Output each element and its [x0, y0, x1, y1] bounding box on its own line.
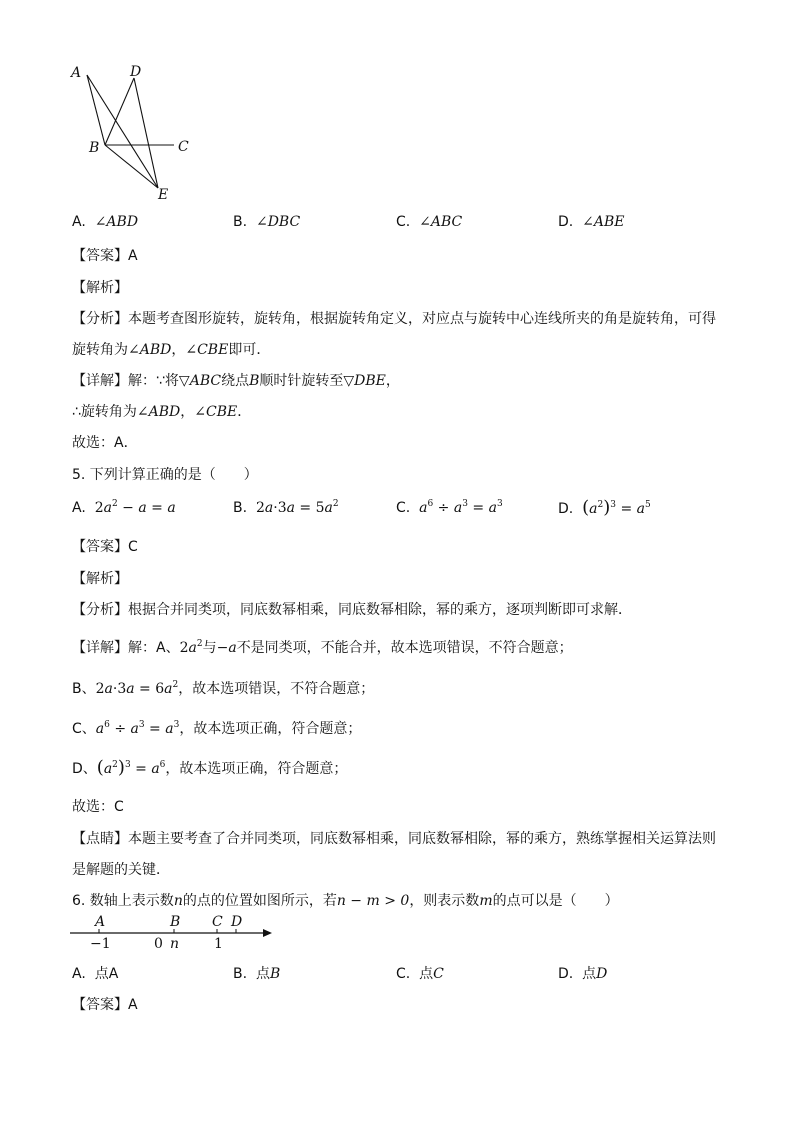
- option-label: C.: [396, 500, 411, 516]
- triangle-abc: ABC: [189, 373, 222, 389]
- number-line: [66, 912, 281, 954]
- detail-text: ，故本选项正确，符合题意；: [165, 761, 348, 777]
- q4-analysis-line2: 旋转角为∠ABD，∠CBE即可．: [72, 342, 271, 358]
- option-text: 点: [419, 966, 434, 982]
- detail-text: ∴旋转角为: [72, 404, 137, 420]
- segment-AE: [87, 75, 158, 188]
- angle-abd: ABD: [148, 404, 181, 420]
- q4-detail-line2: ∴旋转角为∠ABD，∠CBE．: [72, 404, 252, 420]
- condition: n − m > 0: [336, 893, 410, 909]
- detail-text: 顺时针旋转至: [259, 373, 344, 389]
- q5-option-a[interactable]: A. $2a^2 - a = a$: [72, 499, 176, 516]
- option-text: 点: [94, 966, 109, 982]
- answer-value: A: [128, 248, 138, 264]
- q5-analysis-header: 【解析】: [72, 571, 128, 587]
- q6-option-d[interactable]: [558, 963, 607, 983]
- q5-detail-a: 【详解】解：A、$2a^2$与−a不是同类项，不能合并，故本选项错误，不符合题意；: [72, 639, 573, 656]
- q4-answer: [72, 245, 138, 265]
- analysis-tag: 【分析】: [72, 311, 128, 327]
- detail-text: ，故本选项正确，符合题意；: [179, 721, 362, 737]
- option-label: B.: [233, 966, 248, 982]
- q5-analysis: [72, 599, 632, 619]
- option-angle: ABD: [106, 214, 139, 230]
- tick-label-minus-one: −1: [90, 936, 111, 952]
- detail-text: 解：∵将: [128, 373, 179, 389]
- q4-option-b[interactable]: B. ∠DBC: [233, 214, 301, 230]
- detail-text: ．: [237, 404, 252, 420]
- axis-point-C: C: [212, 914, 223, 930]
- q5-comment-line1: [72, 828, 716, 848]
- detail-text: B、: [72, 681, 96, 697]
- option-label: A.: [72, 966, 86, 982]
- analysis-tag: 【分析】: [72, 602, 128, 618]
- point-label-E: E: [158, 187, 169, 203]
- q5-detail-b: B、$2a\cdot 3a = 6a^2$，故本选项错误，不符合题意；: [72, 680, 375, 697]
- var-n: n: [173, 893, 183, 909]
- q4-option-d[interactable]: D. ∠ABE: [558, 214, 625, 230]
- segment-AB: [87, 75, 105, 145]
- q6-option-b[interactable]: [233, 963, 280, 983]
- detail-text: ，: [385, 373, 400, 389]
- q5-option-d[interactable]: D. $(a^2)^3 = a^5$: [558, 497, 651, 518]
- q6-answer: [72, 994, 138, 1014]
- analysis-text: 根据合并同类项，同底数幂相乘，同底数幂相除，幂的乘方，逐项判断即可求解．: [128, 602, 632, 618]
- option-point: D: [596, 966, 608, 982]
- answer-tag: 【答案】: [72, 997, 128, 1013]
- q4-analysis-line1: [72, 308, 716, 328]
- triangle-dbe: DBE: [354, 373, 386, 389]
- stem-text: 6. 数轴上表示数: [72, 893, 174, 909]
- answer-tag: 【答案】: [72, 539, 128, 555]
- detail-text: ，故本选项错误，不符合题意；: [178, 681, 375, 697]
- comment-tag: 【点睛】: [72, 831, 128, 847]
- analysis-text: 旋转角为: [72, 342, 128, 358]
- stem-text: 的点的位置如图所示，若: [182, 893, 337, 909]
- point-label-D: D: [130, 64, 142, 80]
- option-text: 点: [255, 966, 270, 982]
- triangle-figure: [60, 58, 210, 203]
- separator: ，: [171, 342, 186, 358]
- var-m: m: [479, 893, 493, 909]
- q5-stem: 5. 下列计算正确的是（ ）: [72, 467, 258, 483]
- axis-arrow: [263, 929, 272, 937]
- option-label: C.: [396, 214, 411, 230]
- q5-answer: [72, 536, 138, 556]
- angle-cbe: CBE: [206, 404, 238, 420]
- option-label: B.: [233, 500, 248, 516]
- q5-option-c[interactable]: C. $a^6 \div a^3 = a^3$: [396, 499, 503, 516]
- axis-point-A: A: [95, 914, 106, 930]
- angle-cbe: CBE: [197, 342, 229, 358]
- axis-point-D: D: [231, 914, 243, 930]
- q4-option-c[interactable]: C. ∠ABC: [396, 214, 463, 230]
- answer-tag: 【答案】: [72, 248, 128, 264]
- option-label: D.: [558, 501, 574, 517]
- detail-text: 绕点: [221, 373, 250, 389]
- axis-point-B: B: [170, 914, 181, 930]
- stem-text: ，则表示数: [409, 893, 480, 909]
- q5-detail-d: D、$(a^2)^3 = a^6$，故本选项正确，符合题意；: [72, 757, 348, 778]
- q4-detail-line1: 【详解】解：∵将▽ABC绕点B顺时针旋转至▽DBE，: [72, 373, 400, 389]
- option-angle: ABC: [430, 214, 463, 230]
- detail-text: 解：A、: [128, 640, 180, 656]
- q5-comment-line2: 是解题的关键．: [72, 862, 170, 878]
- detail-text: C、: [72, 721, 96, 737]
- detail-text: 不是同类项，不能合并，故本选项错误，不符合题意；: [236, 640, 573, 656]
- q6-option-a[interactable]: [72, 963, 118, 983]
- q5-choose: 故选：C: [72, 799, 124, 815]
- q4-choose: 故选：A．: [72, 435, 138, 451]
- option-label: D.: [558, 214, 574, 230]
- detail-tag: 【详解】: [72, 373, 128, 389]
- option-label: B.: [233, 214, 248, 230]
- option-label: A.: [72, 214, 86, 230]
- option-label: D.: [558, 966, 574, 982]
- detail-text: 与: [202, 640, 217, 656]
- angle-abd: ABD: [139, 342, 172, 358]
- q4-analysis-header: 【解析】: [72, 280, 128, 296]
- q4-option-a[interactable]: A. ∠ABD: [72, 214, 139, 230]
- q5-option-b[interactable]: B. $2a\cdot 3a = 5a^2$: [233, 499, 339, 516]
- detail-text: D、: [72, 761, 97, 777]
- answer-value: C: [128, 539, 138, 555]
- analysis-text: 本题考查图形旋转，旋转角，根据旋转角定义，对应点与旋转中心连线所夹的角是旋转角，可得: [128, 311, 716, 327]
- point-label-B: B: [89, 140, 100, 156]
- q6-option-c[interactable]: [396, 963, 444, 983]
- option-point: C: [433, 966, 444, 982]
- point-label-C: C: [178, 139, 189, 155]
- option-point: A: [108, 966, 119, 982]
- option-label: C.: [396, 966, 411, 982]
- option-text: 点: [582, 966, 597, 982]
- q5-detail-c: C、$a^6 \div a^3 = a^3$，故本选项正确，符合题意；: [72, 720, 362, 737]
- option-angle: ABE: [593, 214, 625, 230]
- tick-label-one: 1: [214, 936, 223, 952]
- tick-label-zero: 0: [154, 936, 163, 952]
- point-label-A: A: [71, 65, 82, 81]
- option-label: A.: [72, 500, 86, 516]
- answer-value: A: [128, 997, 138, 1013]
- point-b: B: [249, 373, 260, 389]
- separator: ，: [180, 404, 195, 420]
- option-angle: DBC: [267, 214, 301, 230]
- detail-tag: 【详解】: [72, 640, 128, 656]
- comment-text: 本题主要考查了合并同类项，同底数幂相乘，同底数幂相除，幂的乘方，熟练掌握相关运算法则: [128, 831, 716, 847]
- option-point: B: [269, 966, 281, 982]
- analysis-text: 即可．: [228, 342, 271, 358]
- q6-stem: [72, 890, 619, 910]
- tick-label-n: n: [170, 936, 180, 952]
- stem-text: 的点可以是（ ）: [492, 893, 619, 909]
